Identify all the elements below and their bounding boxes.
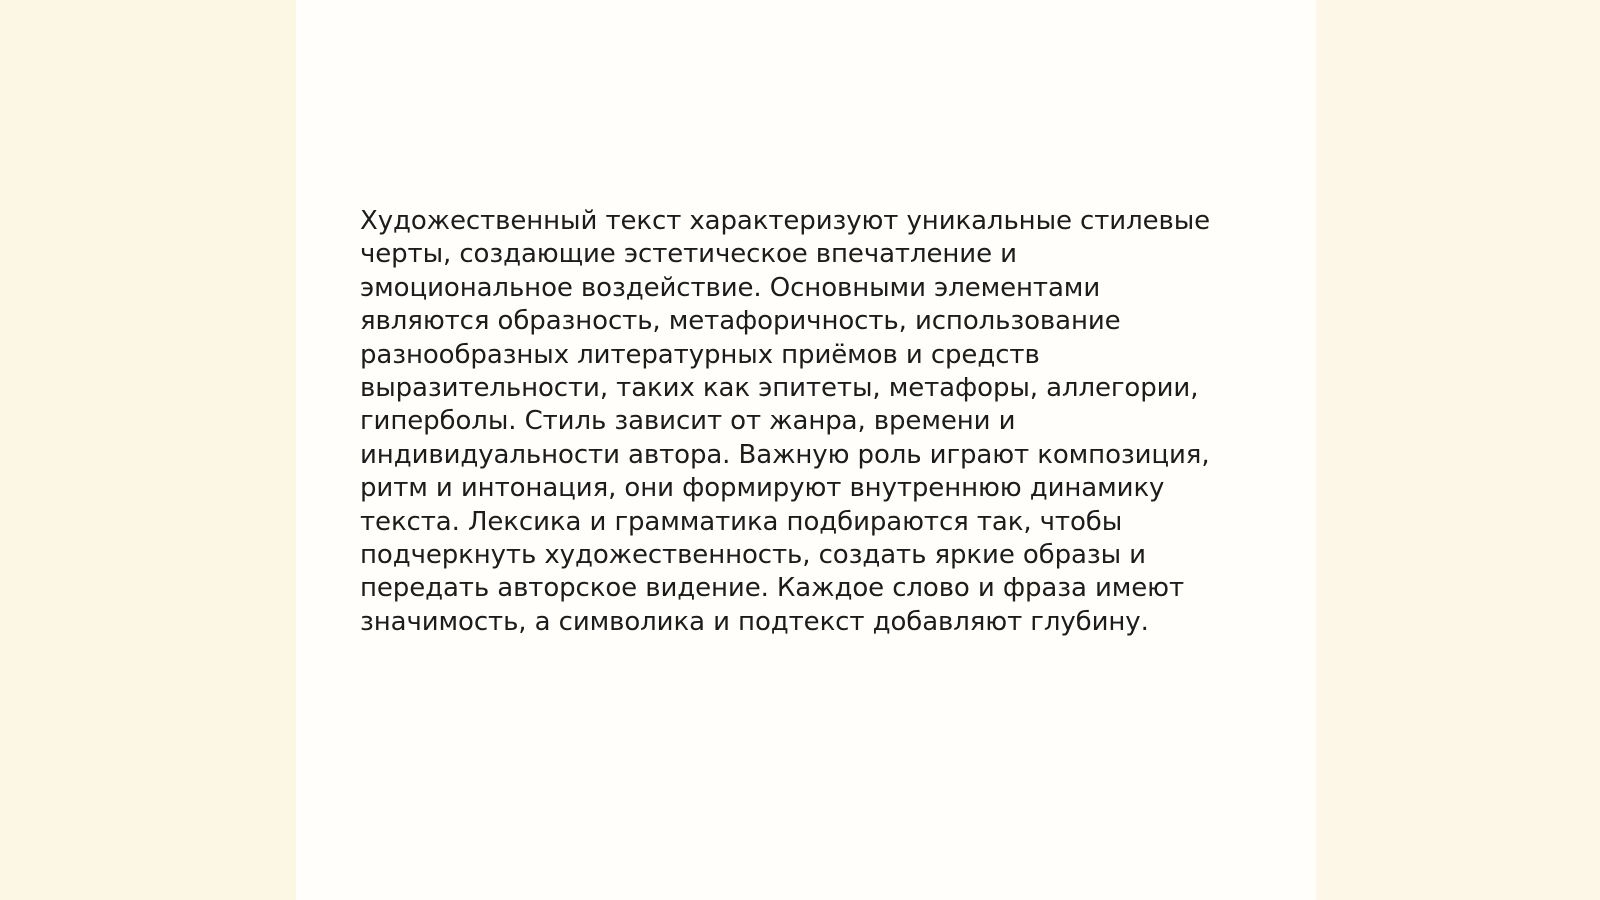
paragraph-line: передать авторское видение. Каждое слово и фраза имеют — [360, 573, 1184, 604]
paragraph-line: гиперболы. Стиль зависит от жанра, времени и — [360, 406, 1016, 437]
right-margin-background — [1316, 0, 1600, 900]
paragraph-line: индивидуальности автора. Важную роль играют композиция, — [360, 439, 1210, 470]
paragraph-line: текста. Лексика и грамматика подбираются так, чтобы — [360, 506, 1123, 537]
paragraph-line: значимость, а символика и подтекст добавляют глубину. — [360, 606, 1149, 637]
paragraph-line: подчеркнуть художественность, создать яркие образы и — [360, 540, 1146, 571]
paragraph-line: эмоциональное воздействие. Основными элементами — [360, 272, 1101, 303]
paragraph-line: черты, создающие эстетическое впечатление и — [360, 239, 1017, 270]
paragraph-line: Художественный текст характеризуют уникальные стилевые — [360, 206, 1211, 236]
paragraph-line: выразительности, таких как эпитеты, метафоры, аллегории, — [360, 373, 1199, 404]
left-margin-background — [0, 0, 296, 900]
paragraph-line: являются образность, метафоричность, использование — [360, 306, 1121, 337]
document-page — [296, 0, 1316, 900]
paragraph-line: разнообразных литературных приёмов и средств — [360, 339, 1040, 370]
body-paragraph — [360, 205, 1240, 639]
paragraph-line: ритм и интонация, они формируют внутреннюю динамику — [360, 473, 1165, 504]
